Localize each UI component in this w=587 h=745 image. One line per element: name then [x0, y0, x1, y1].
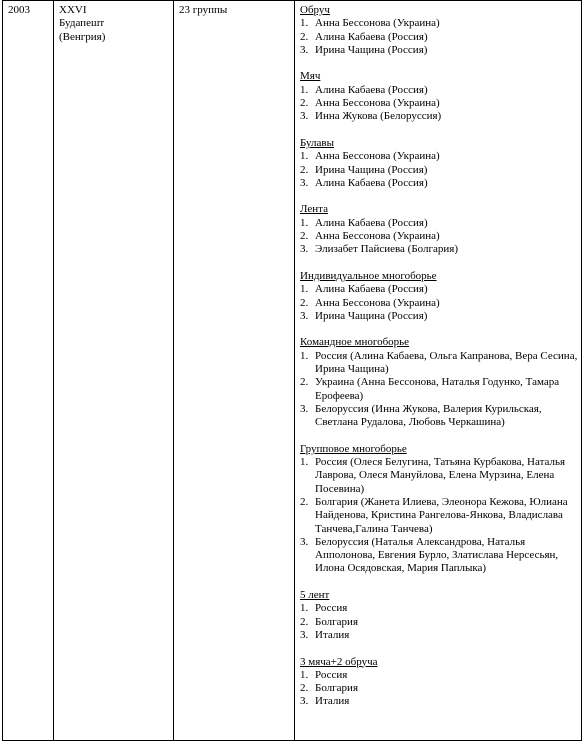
medal-winner: Анна Бессонова (Украина): [315, 150, 440, 163]
medal-item: [300, 695, 580, 708]
venue-cell: [59, 4, 171, 44]
medal-winner: Элизабет Пайсиева (Болгария): [315, 243, 458, 256]
medal-item: [300, 217, 580, 230]
medal-item: [300, 243, 580, 256]
medal-item: [300, 629, 580, 642]
medal-item: [300, 44, 580, 57]
medal-item: [300, 17, 580, 30]
medal-place: 3.: [300, 535, 309, 548]
medal-place: 3.: [300, 43, 309, 56]
medal-winner: Ирина Чащина (Россия): [315, 309, 428, 322]
medal-winner: Анна Бессонова (Украина): [315, 17, 440, 30]
venue-city: Будапешт: [59, 17, 105, 30]
medal-list: [300, 150, 580, 190]
medal-winner: Белоруссия (Инна Жукова, Валерия Курильская, Светлана Рудалова, Любовь Черкашина): [315, 402, 542, 429]
year-value: 2003: [8, 4, 30, 16]
medal-winner: Ирина Чащина (Россия): [315, 43, 428, 56]
medal-place: 3.: [300, 110, 309, 123]
medal-list: [300, 283, 580, 323]
medal-item: [300, 310, 580, 323]
medal-item: [300, 682, 580, 695]
edition-number: XXVI: [59, 4, 87, 16]
event-title: Обруч: [300, 4, 330, 16]
medal-item: [300, 616, 580, 629]
medal-place: 1.: [300, 216, 309, 229]
column-divider: [53, 1, 54, 740]
medal-item: [300, 297, 580, 310]
medal-place: 3.: [300, 402, 309, 415]
event-title: Индивидуальное многоборье: [300, 269, 437, 282]
medal-item: [300, 602, 580, 615]
event-title: Лента: [300, 203, 328, 216]
medal-winner: Россия (Олеся Белугина, Татьяна Курбакова, Наталья Лаврова, Олеся Мануйлова, Елена Мурзина, Елена Посевина): [315, 456, 566, 495]
event-block: [300, 70, 580, 123]
medal-place: 2.: [300, 682, 309, 695]
medal-item: [300, 669, 580, 682]
medal-winner: Болгария: [315, 615, 359, 628]
medal-winner: Италия: [315, 628, 350, 641]
medal-winner: Алина Кабаева (Россия): [315, 30, 428, 43]
medal-winner: Украина (Анна Бессонова, Наталья Годунко, Тамара Ерофеева): [315, 376, 560, 402]
medal-place: 3.: [300, 695, 309, 708]
venue-country: (Венгрия): [59, 30, 106, 43]
medal-place: 1.: [300, 349, 309, 362]
medal-place: 2.: [300, 296, 309, 309]
medal-item: [300, 84, 580, 97]
medal-winner: Анна Бессонова (Украина): [315, 97, 440, 110]
medal-place: 1.: [300, 602, 309, 615]
medal-list: [300, 456, 580, 576]
event-block: [300, 656, 580, 709]
event-block: [300, 4, 580, 57]
medal-winner: Анна Бессонова (Украина): [315, 230, 440, 243]
results-table: [2, 0, 582, 741]
medal-list: [300, 17, 580, 57]
medal-place: 1.: [300, 456, 309, 469]
medal-place: 1.: [300, 150, 309, 163]
medal-place: 2.: [300, 163, 309, 176]
medal-item: [300, 536, 580, 576]
medal-item: [300, 110, 580, 123]
groups-count: 23 группы: [179, 4, 228, 16]
event-block: [300, 589, 580, 642]
event-title: Булавы: [300, 136, 335, 149]
medal-winner: Болгария: [315, 682, 359, 695]
medal-item: [300, 177, 580, 190]
medal-winner: Россия: [315, 668, 348, 681]
medal-list: [300, 669, 580, 709]
medal-winner: Белоруссия (Наталья Александрова, Наталья Апполонова, Евгения Бурло, Златислава Нерсесьян, Илона Осядовская, Мария Паплыка): [315, 535, 559, 575]
event-block: [300, 270, 580, 323]
medal-winner: Анна Бессонова (Украина): [315, 296, 440, 309]
medal-winner: Италия: [315, 695, 350, 708]
medal-place: 2.: [300, 495, 309, 508]
event-title: Командное многоборье: [300, 336, 410, 349]
event-block: [300, 203, 580, 256]
event-title: 5 лент: [300, 589, 330, 602]
medal-place: 3.: [300, 628, 309, 641]
medal-list: [300, 350, 580, 430]
medal-place: 3.: [300, 309, 309, 322]
column-divider: [173, 1, 174, 740]
column-divider: [294, 1, 295, 740]
medal-item: [300, 403, 580, 430]
medal-place: 3.: [300, 243, 309, 256]
medal-winner: Инна Жукова (Белоруссия): [315, 110, 442, 123]
event-block: [300, 137, 580, 190]
event-title: 3 мяча+2 обруча: [300, 655, 378, 668]
event-block: [300, 443, 580, 576]
event-block: [300, 336, 580, 429]
medal-place: 1.: [300, 83, 309, 96]
medal-winner: Россия: [315, 602, 348, 615]
results-cell: [300, 4, 580, 709]
medal-place: 3.: [300, 176, 309, 189]
medal-item: [300, 164, 580, 177]
medal-winner: Россия (Алина Кабаева, Ольга Капранова, Вера Сесина, Ирина Чащина): [315, 349, 578, 376]
medal-item: [300, 97, 580, 110]
medal-place: 1.: [300, 17, 309, 30]
medal-winner: Алина Кабаева (Россия): [315, 283, 428, 296]
medal-winner: Алина Кабаева (Россия): [315, 83, 428, 96]
year-cell: [8, 4, 52, 17]
medal-list: [300, 602, 580, 642]
medal-place: 1.: [300, 283, 309, 296]
medal-place: 2.: [300, 97, 309, 110]
medal-winner: Алина Кабаева (Россия): [315, 176, 428, 189]
medal-winner: Алина Кабаева (Россия): [315, 216, 428, 229]
medal-place: 1.: [300, 668, 309, 681]
medal-item: [300, 31, 580, 44]
event-title: Мяч: [300, 70, 321, 83]
medal-list: [300, 84, 580, 124]
groups-cell: [179, 4, 291, 17]
medal-item: [300, 350, 580, 377]
medal-item: [300, 376, 580, 403]
medal-winner: Ирина Чащина (Россия): [315, 163, 428, 176]
medal-item: [300, 230, 580, 243]
medal-item: [300, 456, 580, 496]
medal-item: [300, 496, 580, 536]
medal-item: [300, 283, 580, 296]
medal-winner: Болгария (Жанета Илиева, Элеонора Кежова, Юлиана Найденова, Кристина Рангелова-Янкова, Владислава Танчева,Галина Танчева): [315, 495, 568, 535]
medal-item: [300, 150, 580, 163]
medal-place: 2.: [300, 615, 309, 628]
medal-list: [300, 217, 580, 257]
event-title: Групповое многоборье: [300, 442, 407, 455]
medal-place: 2.: [300, 30, 309, 43]
medal-place: 2.: [300, 230, 309, 243]
medal-place: 2.: [300, 376, 309, 389]
